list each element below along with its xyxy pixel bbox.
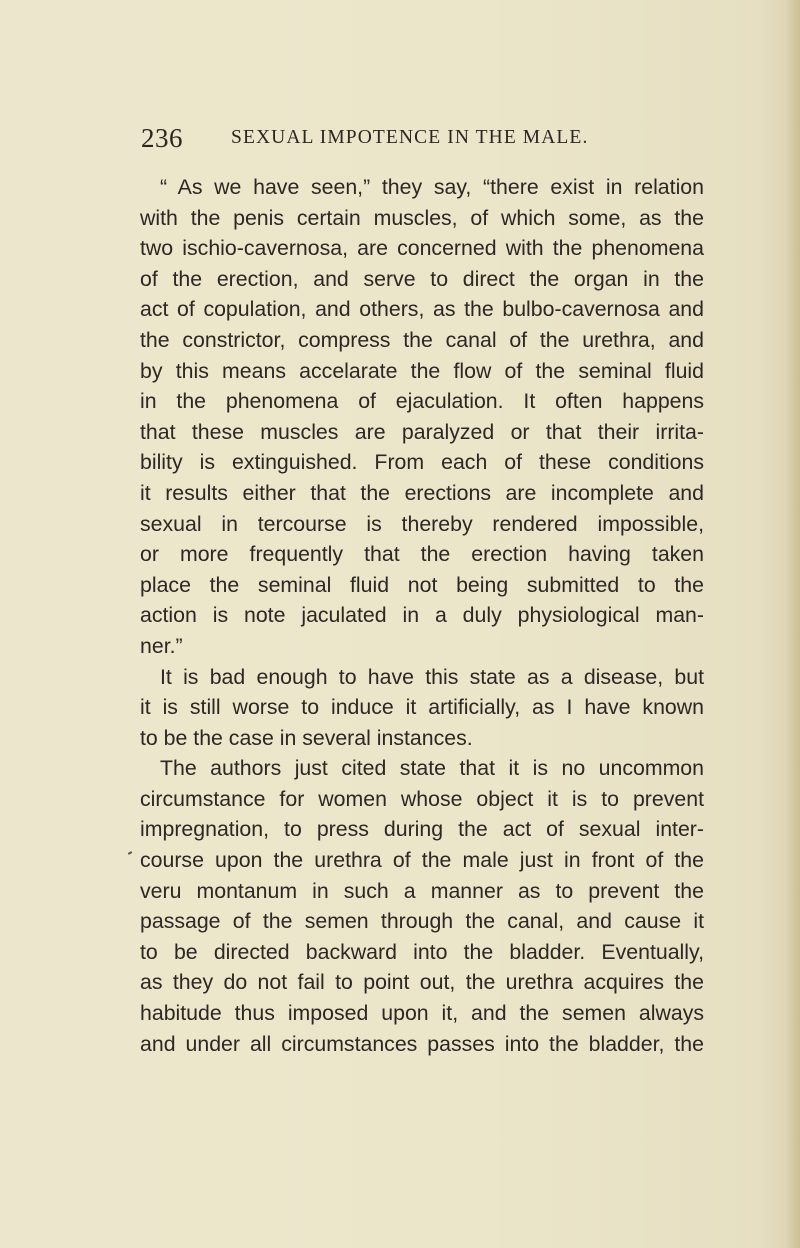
text-line: sexual in tercourse is thereby rendered impossible, xyxy=(140,511,704,536)
page-number: 236 xyxy=(141,123,183,153)
text-line: of the erection, and serve to direct the organ in the xyxy=(140,266,704,291)
text-line: “ As we have seen,” they say, “there exist in relation xyxy=(160,175,704,199)
text-line: the constrictor, compress the canal of the urethra, and xyxy=(140,327,704,352)
text-line: by this means accelarate the flow of the seminal fluid xyxy=(140,358,704,383)
body-text xyxy=(140,172,704,1059)
text-line: place the seminal fluid not being submitted to the xyxy=(140,572,704,597)
text-line: veru montanum in such a manner as to prevent the xyxy=(140,878,704,903)
running-title: SEXUAL IMPOTENCE IN THE MALE. xyxy=(231,127,589,148)
text-line: that these muscles are paralyzed or that their irrita- xyxy=(140,419,704,444)
text-line: two ischio-cavernosa, are concerned with the phenomena xyxy=(140,236,704,261)
text-line: in the phenomena of ejaculation. It often happens xyxy=(140,389,704,414)
text-line: it is still worse to induce it artificially, as I have known xyxy=(140,695,704,720)
text-line: course upon the urethra of the male just in front of the xyxy=(140,848,704,873)
text-line: circumstance for women whose object it is to prevent xyxy=(140,786,704,811)
text-line: The authors just cited state that it is no uncommon xyxy=(160,756,704,781)
print-speck xyxy=(128,851,132,855)
text-line: as they do not fail to point out, the urethra acquires the xyxy=(140,970,704,995)
text-line: ner.” xyxy=(140,633,183,658)
text-line: It is bad enough to have this state as a disease, but xyxy=(160,664,704,689)
text-line: with the penis certain muscles, of which some, as the xyxy=(140,205,704,230)
text-line: habitude thus imposed upon it, and the semen always xyxy=(140,1001,704,1026)
page-header xyxy=(141,123,741,159)
text-line: bility is extinguished. From each of these conditions xyxy=(140,450,704,475)
page-edge-shadow xyxy=(786,0,800,1248)
text-line: action is note jaculated in a duly physiological man- xyxy=(140,603,704,628)
text-line: act of copulation, and others, as the bulbo-cavernosa and xyxy=(140,297,704,322)
text-line: impregnation, to press during the act of sexual inter- xyxy=(140,817,704,842)
text-line: and under all circumstances passes into the bladder, the xyxy=(140,1031,704,1056)
text-line: to be directed backward into the bladder. Eventually, xyxy=(140,939,704,964)
text-line: it results either that the erections are incomplete and xyxy=(140,480,704,505)
text-line: to be the case in several instances. xyxy=(140,725,473,750)
text-line: passage of the semen through the canal, and cause it xyxy=(140,909,704,934)
text-line: or more frequently that the erection having taken xyxy=(140,542,704,567)
